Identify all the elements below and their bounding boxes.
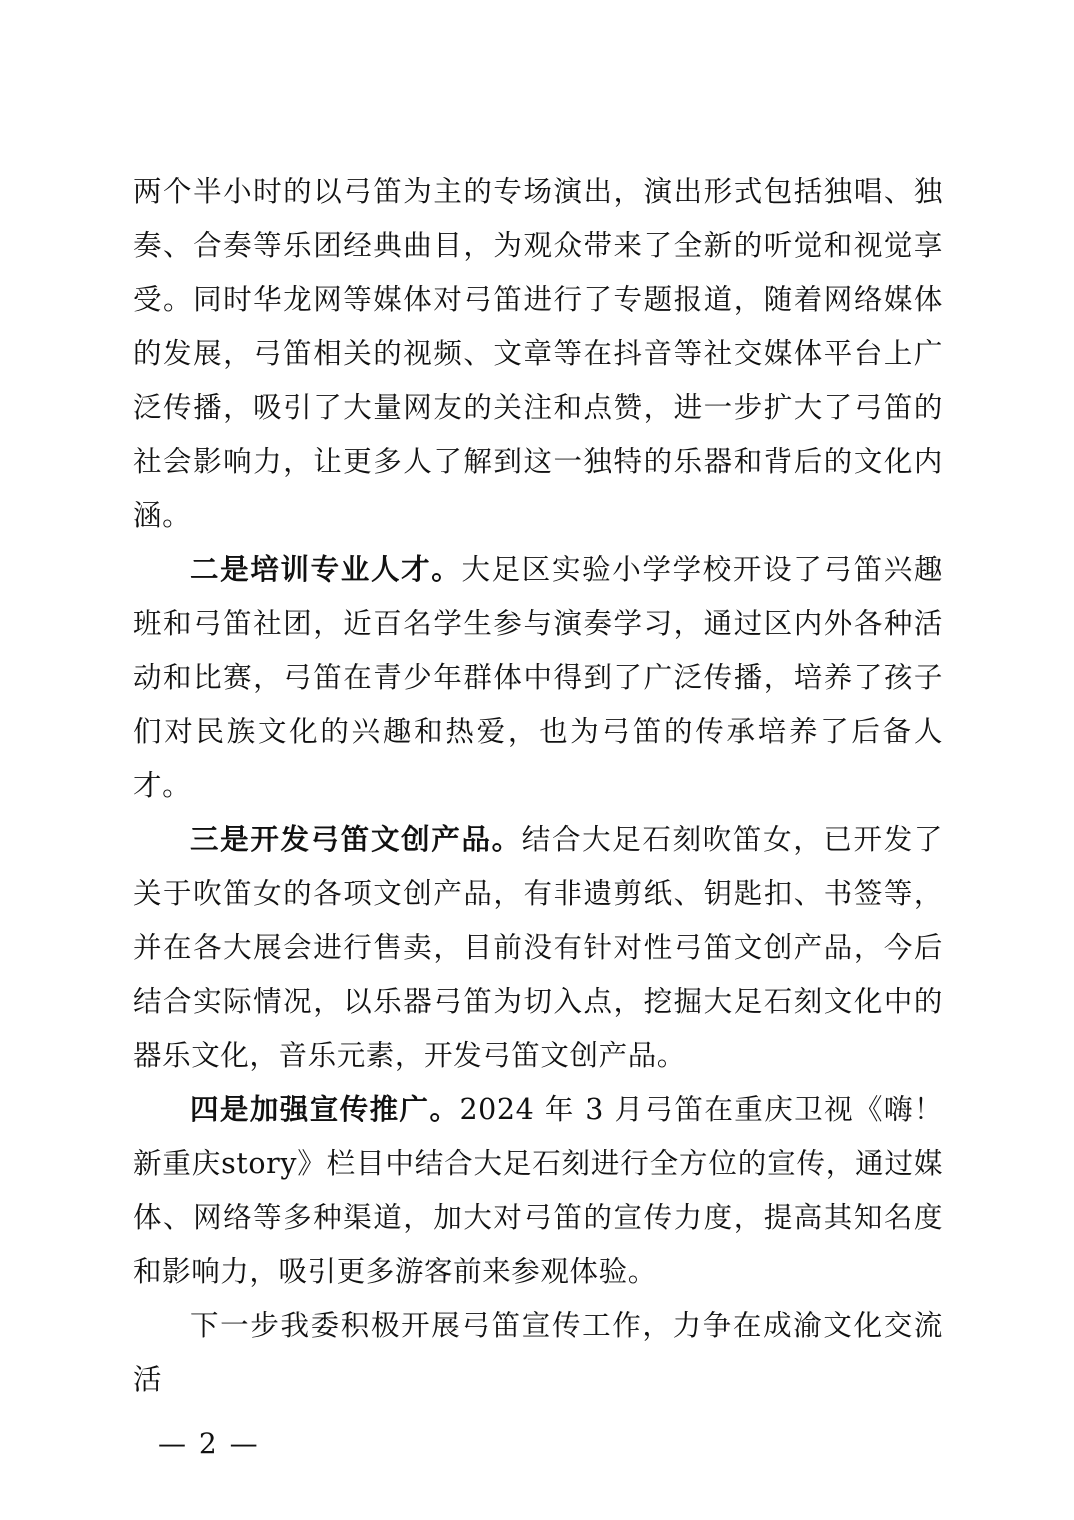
paragraph-next-step (133, 1299, 943, 1407)
paragraph-products (133, 813, 943, 1083)
body-text (133, 165, 943, 1407)
page-number: — 2 — (158, 1427, 260, 1460)
paragraph-text: 大足区实验小学学校开设了弓笛兴趣班和弓笛社团，近百名学生参与演奏学习，通过区内外各种活动和比赛，弓笛在青少年群体中得到了广泛传播，培养了孩子们对民族文化的兴趣和热爱，也为弓笛的传承培养了后备人才。 (133, 553, 943, 802)
paragraph-text: 结合大足石刻吹笛女，已开发了关于吹笛女的各项文创产品，有非遗剪纸、钥匙扣、书签等，并在各大展会进行售卖，目前没有针对性弓笛文创产品，今后结合实际情况，以乐器弓笛为切入点，挖掘大足石刻文化中的器乐文化，音乐元素，开发弓笛文创产品。 (133, 823, 943, 1072)
paragraph-text: 下一步我委积极开展弓笛宣传工作，力争在成渝文化交流活 (133, 1309, 943, 1396)
paragraph-lead: 三是开发弓笛文创产品。 (190, 823, 522, 856)
paragraph-lead: 四是加强宣传推广。 (190, 1093, 460, 1126)
paragraph-training (133, 543, 943, 813)
paragraph-lead: 二是培训专业人才。 (190, 553, 462, 586)
paragraph-promotion (133, 1083, 943, 1299)
paragraph-text: 两个半小时的以弓笛为主的专场演出，演出形式包括独唱、独奏、合奏等乐团经典曲目，为观众带来了全新的听觉和视觉享受。同时华龙网等媒体对弓笛进行了专题报道，随着网络媒体的发展，弓笛相关的视频、文章等在抖音等社交媒体平台上广泛传播，吸引了大量网友的关注和点赞，进一步扩大了弓笛的社会影响力，让更多人了解到这一独特的乐器和背后的文化内涵。 (133, 175, 943, 532)
paragraph-text: 2024 年 3 月弓笛在重庆卫视《嗨！新重庆story》栏目中结合大足石刻进行全方位的宣传，通过媒体、网络等多种渠道，加大对弓笛的宣传力度，提高其知名度和影响力，吸引更多游客前来参观体验。 (133, 1093, 943, 1288)
paragraph-continuation (133, 165, 943, 543)
